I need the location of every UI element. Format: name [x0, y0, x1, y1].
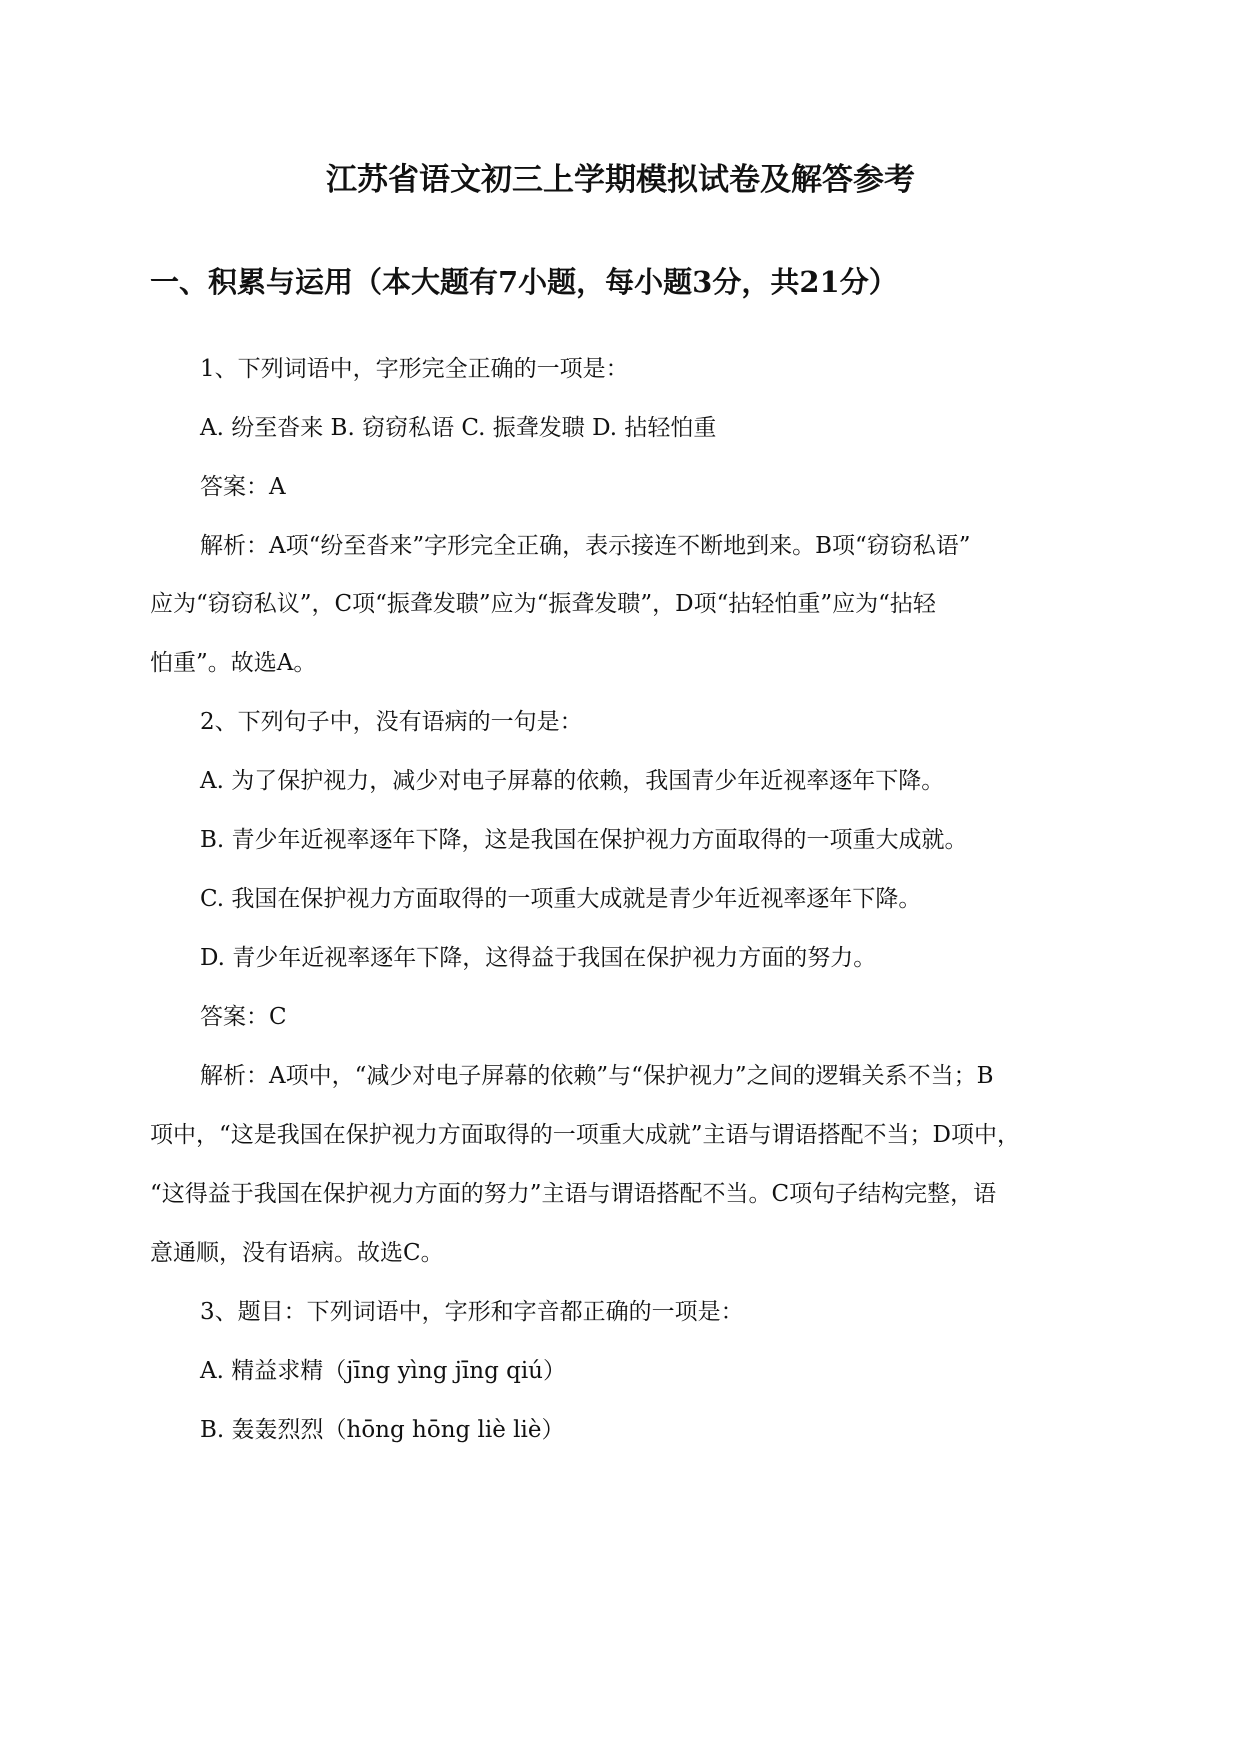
question-1-stem: 1、下列词语中，字形完全正确的一项是： — [200, 356, 629, 382]
question-2-option-d: D. 青少年近视率逐年下降，这得益于我国在保护视力方面的努力。 — [200, 945, 877, 971]
question-2-analysis-line-4: 意通顺，没有语病。故选C。 — [150, 1240, 444, 1266]
document-title: 江苏省语文初三上学期模拟试卷及解答参考 — [326, 162, 915, 198]
question-3-option-a: A. 精益求精（jīng yìng jīng qiú） — [200, 1358, 566, 1384]
question-1-answer: 答案：A — [200, 474, 286, 500]
question-3-stem: 3、题目：下列词语中，字形和字音都正确的一项是： — [200, 1299, 744, 1325]
question-2-answer: 答案：C — [200, 1004, 287, 1030]
question-2-stem: 2、下列句子中，没有语病的一句是： — [200, 709, 583, 735]
question-1-analysis-line-1: 解析：A项“纷至沓来”字形完全正确，表示接连不断地到来。B项“窃窃私语” — [200, 533, 971, 559]
question-1-analysis-line-3: 怕重”。故选A。 — [150, 650, 317, 676]
question-2-option-a: A. 为了保护视力，减少对电子屏幕的依赖，我国青少年近视率逐年下降。 — [200, 768, 945, 794]
section-heading: 一、积累与运用（本大题有7小题，每小题3分，共21分） — [150, 265, 898, 299]
question-3-option-b: B. 轰轰烈烈（hōng hōng liè liè） — [200, 1417, 565, 1443]
question-2-option-b: B. 青少年近视率逐年下降，这是我国在保护视力方面取得的一项重大成就。 — [200, 827, 968, 853]
question-1-options: A. 纷至沓来 B. 窃窃私语 C. 振聋发聩 D. 拈轻怕重 — [200, 415, 717, 441]
question-2-analysis-line-1: 解析：A项中，“减少对电子屏幕的依赖”与“保护视力”之间的逻辑关系不当；B — [200, 1063, 994, 1089]
question-2-analysis-line-3: “这得益于我国在保护视力方面的努力”主语与谓语搭配不当。C项句子结构完整，语 — [150, 1181, 997, 1207]
question-2-analysis-line-2: 项中，“这是我国在保护视力方面取得的一项重大成就”主语与谓语搭配不当；D项中， — [150, 1122, 1020, 1148]
question-1-analysis-line-2: 应为“窃窃私议”，C项“振聋发聩”应为“振聋发聩”，D项“拈轻怕重”应为“拈轻 — [150, 591, 936, 617]
question-2-option-c: C. 我国在保护视力方面取得的一项重大成就是青少年近视率逐年下降。 — [200, 886, 922, 912]
